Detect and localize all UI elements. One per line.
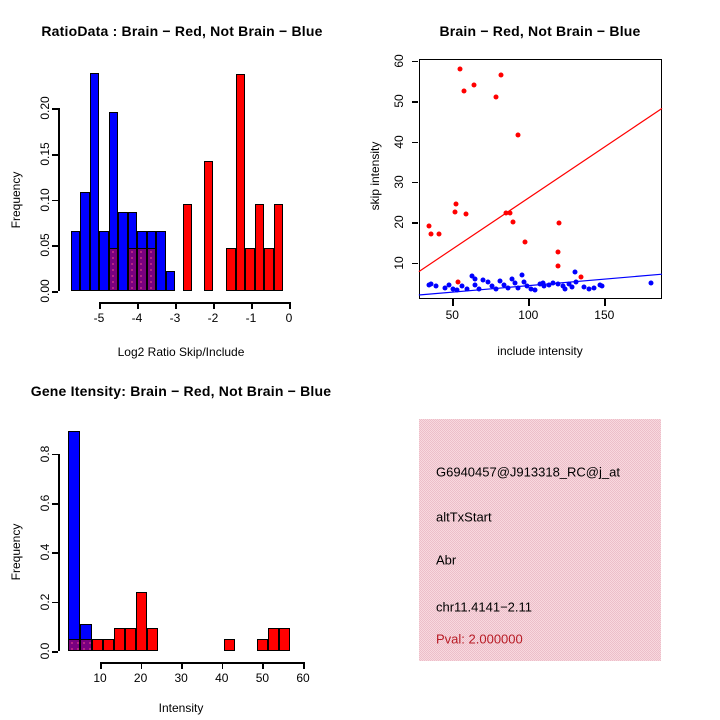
y-tick-label: 0.05 — [38, 233, 52, 258]
x-tick-label: 40 — [215, 671, 229, 685]
scatter-ylabel: skip intensity — [368, 141, 382, 211]
y-tick-mark — [412, 142, 418, 144]
x-tick-label: 30 — [174, 671, 188, 685]
y-tick-label: 0.00 — [38, 279, 52, 303]
scatter-point — [516, 285, 521, 290]
hist-bar — [268, 628, 279, 651]
x-tick-mark — [222, 662, 224, 669]
hist-bar — [90, 73, 100, 291]
hist-bar — [80, 192, 90, 291]
scatter-point — [505, 285, 510, 290]
scatter-point — [434, 284, 439, 289]
y-tick-mark — [52, 552, 58, 554]
scatter-point — [498, 72, 503, 77]
scatter-point — [532, 287, 537, 292]
hist-bar — [147, 628, 158, 651]
hist-bar — [245, 248, 255, 291]
scatter-point — [472, 277, 477, 282]
hist-bar — [136, 592, 147, 651]
info-location: chr11.4141−2.11 — [436, 599, 533, 615]
hist-bar — [166, 271, 176, 291]
y-tick-mark — [52, 651, 58, 653]
scatter-point — [471, 82, 476, 87]
hist-bar — [226, 248, 236, 291]
y-tick-label: 10 — [392, 256, 406, 270]
x-tick-mark — [141, 662, 143, 669]
scatter-point — [494, 95, 499, 100]
x-tick-label: 100 — [518, 308, 539, 322]
hist-bar — [183, 204, 193, 291]
hist-bar — [68, 431, 80, 651]
hist-bar — [156, 231, 166, 291]
x-tick-label: 60 — [296, 671, 310, 685]
hist-bar — [255, 204, 265, 291]
x-tick-label: 150 — [594, 308, 615, 322]
ratio-histogram-xlabel: Log2 Ratio Skip/Include — [117, 345, 245, 359]
x-tick-label: 50 — [255, 671, 270, 685]
scatter-point — [454, 288, 459, 293]
scatter-point — [556, 220, 561, 225]
gene-histogram-xlabel: Intensity — [158, 701, 204, 715]
x-tick-mark — [289, 302, 291, 309]
scatter-point — [429, 232, 434, 237]
scatter-point — [600, 284, 605, 289]
scatter-point — [426, 224, 431, 229]
y-tick-mark — [412, 61, 418, 63]
scatter-point — [452, 210, 457, 215]
gene-histogram-ylabel: Frequency — [9, 523, 23, 581]
hist-bar — [109, 248, 119, 291]
scatter-point — [519, 272, 524, 277]
hist-bar — [80, 639, 92, 651]
x-tick-label: 20 — [133, 671, 148, 685]
hist-bar — [99, 231, 109, 291]
scatter-point — [570, 285, 575, 290]
scatter-point — [464, 287, 469, 292]
x-tick-mark — [181, 662, 183, 669]
x-tick-label: -2 — [207, 311, 219, 325]
scatter-point — [572, 270, 577, 275]
hist-bar — [68, 639, 80, 651]
y-tick-label: 0.4 — [38, 544, 52, 561]
x-tick-mark — [528, 299, 530, 306]
x-tick-mark — [452, 299, 454, 306]
x-tick-mark — [303, 662, 305, 669]
y-tick-label: 50 — [392, 94, 406, 108]
info-pval: Pval: 2.000000 — [436, 631, 523, 647]
y-tick-mark — [52, 291, 58, 293]
y-tick-label: 0.10 — [38, 188, 52, 212]
gene-histogram-title: Gene Itensity: Brain − Red, Not Brain − Blue — [30, 383, 332, 399]
scatter-title: Brain − Red, Not Brain − Blue — [439, 23, 641, 39]
y-tick-label: 30 — [392, 175, 406, 189]
hist-bar — [147, 248, 157, 291]
scatter-point — [592, 286, 597, 291]
x-tick-label: 0 — [285, 311, 293, 325]
info-gene-name: Abr — [436, 552, 457, 568]
hist-bar — [71, 231, 81, 291]
x-tick-mark — [251, 302, 253, 309]
x-tick-label: -5 — [93, 311, 105, 325]
y-tick-label: 0.6 — [38, 494, 52, 512]
scatter-xlabel: include intensity — [497, 344, 583, 358]
hist-bar — [204, 161, 214, 291]
y-tick-mark — [52, 454, 58, 456]
x-tick-label: -4 — [131, 311, 143, 325]
x-tick-label: 50 — [445, 308, 459, 322]
hist-bar — [257, 639, 268, 651]
scatter-point — [573, 280, 578, 285]
y-tick-mark — [52, 602, 58, 604]
scatter-point — [462, 89, 467, 94]
y-tick-label: 0.8 — [38, 445, 52, 463]
scatter-point — [457, 66, 462, 71]
scatter-point — [582, 285, 587, 290]
hist-bar — [274, 204, 284, 291]
x-tick-mark — [175, 302, 177, 309]
scatter-point — [563, 286, 568, 291]
x-tick-mark — [100, 662, 102, 669]
y-tick-mark — [52, 503, 58, 505]
y-tick-label: 0.20 — [38, 96, 52, 121]
y-tick-mark — [412, 222, 418, 224]
hist-bar — [224, 639, 235, 651]
scatter-point — [523, 239, 528, 244]
scatter-point — [511, 220, 516, 225]
hist-bar — [92, 639, 103, 651]
scatter-point — [556, 263, 561, 268]
y-axis-line — [58, 454, 60, 651]
hist-bar — [125, 628, 136, 651]
scatter-point — [508, 210, 513, 215]
y-axis-line — [58, 108, 60, 291]
x-axis-line — [100, 662, 303, 664]
y-tick-label: 40 — [392, 134, 406, 149]
y-tick-mark — [52, 200, 58, 202]
x-tick-mark — [99, 302, 101, 309]
hist-bar — [236, 74, 246, 291]
scatter-point — [463, 212, 468, 217]
x-axis-line — [99, 302, 289, 304]
y-tick-mark — [412, 263, 418, 265]
hist-bar — [114, 628, 125, 651]
info-probe-id: G6940457@J913318_RC@j_at — [436, 464, 620, 480]
hist-bar — [279, 628, 290, 651]
scatter-point — [578, 274, 583, 279]
x-tick-label: -1 — [245, 311, 257, 325]
scatter-point — [494, 287, 499, 292]
x-tick-label: 10 — [93, 671, 107, 685]
ratio-histogram-title: RatioData : Brain − Red, Not Brain − Blue — [41, 23, 323, 39]
x-tick-mark — [604, 299, 606, 306]
y-tick-label: 0.15 — [38, 142, 52, 166]
y-tick-label: 0.2 — [38, 593, 52, 611]
y-tick-label: 20 — [392, 215, 406, 229]
y-tick-mark — [412, 182, 418, 184]
x-tick-mark — [213, 302, 215, 309]
ratio-histogram-ylabel: Frequency — [9, 171, 23, 229]
hist-bar — [103, 639, 114, 651]
y-tick-mark — [52, 154, 58, 156]
y-tick-mark — [412, 101, 418, 103]
x-tick-label: -3 — [169, 311, 181, 325]
y-tick-label: 0.0 — [38, 642, 52, 660]
plot-box — [419, 59, 662, 299]
y-tick-label: 60 — [392, 54, 406, 68]
hist-bar — [137, 248, 147, 291]
hist-bar — [264, 248, 274, 291]
scatter-point — [476, 286, 481, 291]
scatter-point — [648, 281, 653, 286]
x-tick-mark — [262, 662, 264, 669]
y-tick-mark — [52, 108, 58, 110]
x-tick-mark — [137, 302, 139, 309]
hist-bar — [128, 248, 138, 291]
scatter-point — [454, 202, 459, 207]
info-event-type: altTxStart — [436, 509, 492, 525]
scatter-point — [437, 232, 442, 237]
y-tick-mark — [52, 245, 58, 247]
hist-bar — [118, 212, 128, 291]
info-panel — [419, 419, 661, 661]
scatter-point — [515, 133, 520, 138]
scatter-point — [556, 249, 561, 254]
